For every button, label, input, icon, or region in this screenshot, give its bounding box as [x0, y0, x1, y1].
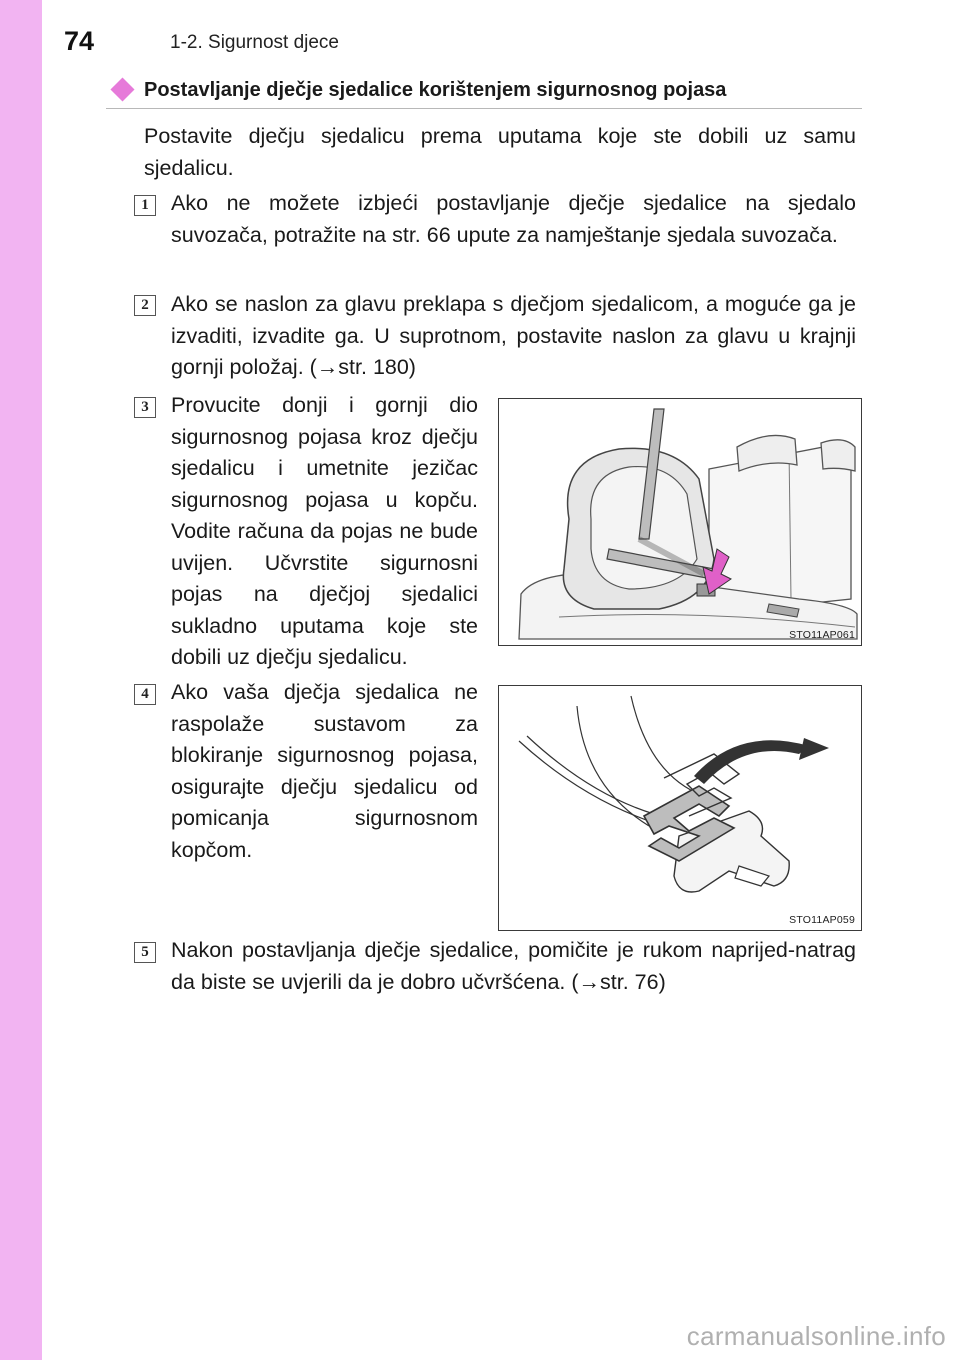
step-text-5: Nakon postavljanja dječje sjedalice, pomičite je rukom naprijed-natrag da biste se uvjerili da je dobro učvršćena. (→str. 76): [171, 938, 856, 994]
step-text-4: Ako vaša dječja sjedalica ne raspolaže sustavom za blokiranje sigurnosnog pojasa, osigurajte dječju sjedalicu od pomicanja sigurnosnom kopčom.: [171, 680, 478, 862]
page-number: 74: [64, 26, 95, 56]
chapter-side-strip: [0, 0, 42, 1360]
watermark: carmanualsonline.info: [686, 1321, 946, 1351]
diamond-bullet-icon: [110, 77, 134, 101]
figure-caption-1: STO11AP061: [789, 629, 855, 641]
step-number-4: 4: [134, 684, 156, 705]
locking-clip-illustration: [498, 685, 862, 931]
figure-caption-2: STO11AP059: [789, 914, 855, 926]
step-text-1: Ako ne možete izbjeći postavljanje dječje sjedalice na sjedalo suvozača, potražite na str. 66 upute za namještanje sjedala suvozača.: [171, 191, 856, 247]
section-heading: [106, 78, 862, 109]
step-number-1: 1: [134, 195, 156, 216]
section-title: Postavljanje dječje sjedalice korištenjem sigurnosnog pojasa: [144, 79, 727, 101]
step-text-3: Provucite donji i gornji dio sigurnosnog pojasa kroz dječju sjedalicu i umetnite jezičac sigurnosnog pojasa u kopču. Vodite računa da pojas ne bude uvijen. Učvrstite sigurnosni pojas na dječjoj sjedalici sukladno uputama koje ste dobili uz dječju sjedalicu.: [171, 393, 478, 669]
step-number-5: 5: [134, 942, 156, 963]
step-number-2: 2: [134, 295, 156, 316]
step-number-3: 3: [134, 397, 156, 418]
step-text-2: Ako se naslon za glavu preklapa s dječjom sjedalicom, a moguće ga je izvaditi, izvadite ga. U suprotnom, postavite naslon za glavu u krajnji gornji položaj. (→str. 180): [171, 292, 856, 379]
intro-paragraph: Postavite dječju sjedalicu prema uputama koje ste dobili uz samu sjedalicu.: [144, 124, 856, 180]
chapter-title: 1-2. Sigurnost djece: [170, 32, 339, 53]
child-seat-illustration: [498, 398, 862, 646]
locking-clip-drawing: [499, 686, 861, 930]
child-seat-drawing: [499, 399, 861, 645]
